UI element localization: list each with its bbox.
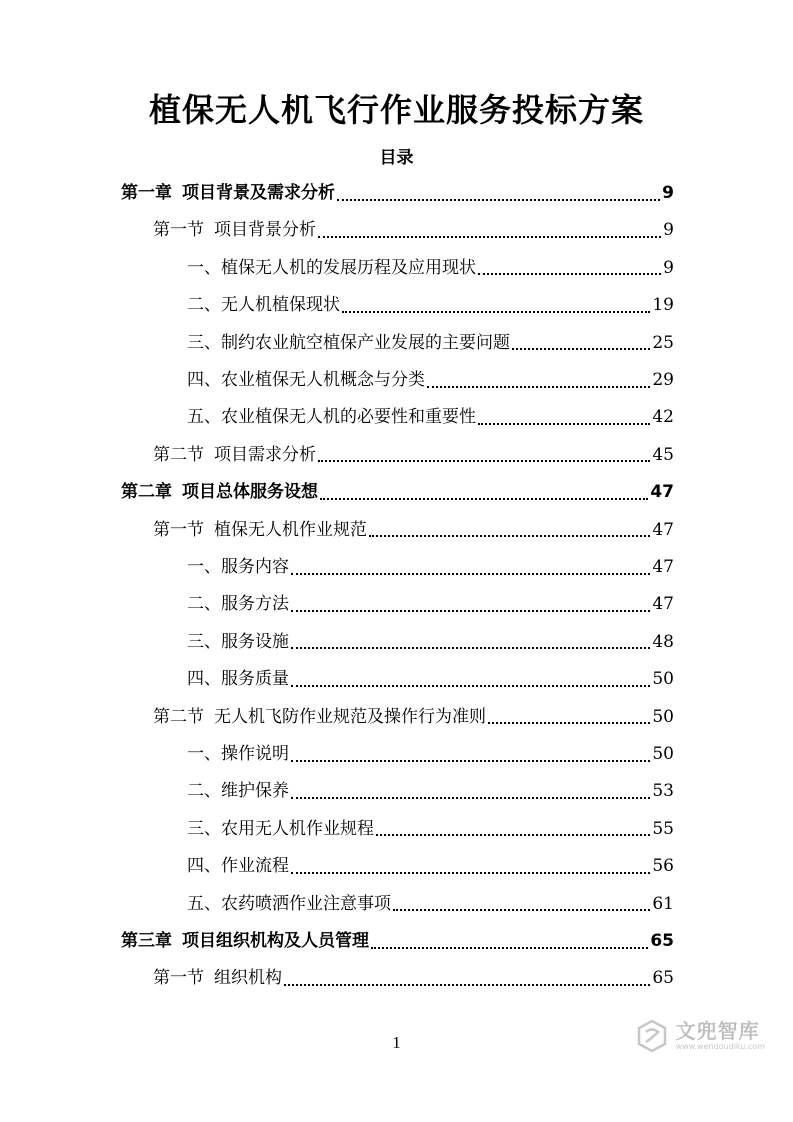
toc-entry[interactable] [187, 325, 674, 362]
toc-entry-text: 农药喷洒作业注意事项 [221, 893, 391, 914]
toc-entry-title [187, 549, 289, 586]
toc-entry[interactable] [153, 699, 674, 736]
toc-entry[interactable] [187, 624, 674, 661]
toc-entry-number: 三、 [187, 631, 221, 652]
toc-entry-text: 项目总体服务设想 [182, 482, 318, 503]
toc-entry-title [187, 811, 374, 848]
toc-entry-number: 二、 [187, 594, 221, 615]
toc-entry[interactable] [187, 250, 674, 287]
toc-entry-number: 二、 [187, 781, 221, 802]
toc-entry-page: 47 [652, 519, 674, 540]
toc-entry-title [187, 287, 340, 324]
toc-entry-number: 第一节 [153, 220, 204, 241]
toc-entry[interactable] [187, 586, 674, 623]
toc-entry-title [153, 960, 282, 997]
toc-leader-dots [291, 685, 650, 687]
toc-entry[interactable] [187, 661, 674, 698]
toc-entry[interactable] [187, 811, 674, 848]
toc-entry-text: 植保无人机作业规范 [214, 519, 367, 540]
toc-entry-text: 服务质量 [221, 669, 289, 690]
toc-entry-number: 四、 [187, 856, 221, 877]
toc-leader-dots [376, 834, 650, 836]
toc-entry-page: 53 [652, 781, 674, 802]
toc-entry-page: 65 [652, 968, 674, 989]
toc-entry-number: 第二节 [153, 706, 204, 727]
toc-entry-text: 植保无人机的发展历程及应用现状 [221, 257, 476, 278]
watermark-logo-icon [634, 1018, 670, 1054]
toc-entry-number: 第一章 [121, 183, 172, 203]
toc-entry-text: 服务设施 [221, 631, 289, 652]
toc-leader-dots [478, 273, 661, 275]
toc-entry-title [121, 923, 369, 960]
toc-entry-text: 作业流程 [221, 856, 289, 877]
toc-leader-dots [291, 610, 650, 612]
toc-leader-dots [478, 423, 650, 425]
toc-entry-text: 项目需求分析 [214, 444, 316, 465]
toc-leader-dots [291, 872, 650, 874]
toc-entry-text: 项目背景及需求分析 [182, 183, 335, 203]
toc-leader-dots [427, 386, 650, 388]
toc-entry-title [187, 624, 289, 661]
watermark-url: www.wendoudiku.com [675, 1042, 765, 1051]
toc-entry-title [187, 362, 425, 399]
document-title: 植保无人机飞行作业服务投标方案 [148, 91, 644, 129]
toc-entry-title [187, 399, 476, 436]
toc-entry-text: 维护保养 [221, 781, 289, 802]
toc-entry[interactable] [153, 212, 674, 249]
toc-entry-page: 9 [663, 220, 674, 241]
toc-leader-dots [320, 498, 648, 500]
toc-entry-page: 61 [652, 893, 674, 914]
toc-leader-dots [318, 460, 650, 462]
toc-entry-title [187, 661, 289, 698]
toc-entry-page: 42 [652, 407, 674, 428]
toc-entry-page: 45 [652, 444, 674, 465]
toc-entry-page: 50 [652, 669, 674, 690]
toc-leader-dots [291, 647, 650, 649]
toc-entry-page: 25 [652, 332, 674, 353]
toc-entry-text: 服务方法 [221, 594, 289, 615]
toc-entry-title [187, 848, 289, 885]
toc-leader-dots [371, 947, 648, 949]
toc-entry[interactable] [153, 960, 674, 997]
toc-entry-page: 50 [652, 744, 674, 764]
toc-entry-number: 第一节 [153, 519, 204, 540]
toc-entry-number: 五、 [187, 407, 221, 428]
toc-entry-number: 第一节 [153, 968, 204, 989]
toc-entry-page: 65 [650, 931, 674, 951]
page-number: 1 [392, 1033, 401, 1052]
toc-entry-text: 组织机构 [214, 968, 282, 989]
toc-entry[interactable] [187, 736, 674, 773]
toc-entry-page: 56 [652, 856, 674, 877]
toc-entry-text: 农用无人机作业规程 [221, 818, 374, 839]
toc-entry-title [187, 586, 289, 623]
toc-entry[interactable] [121, 175, 674, 212]
toc-entry-number: 第三章 [121, 931, 172, 951]
toc-entry-number: 一、 [187, 257, 221, 278]
toc-entry-page: 29 [652, 370, 674, 390]
toc-entry[interactable] [187, 848, 674, 885]
toc-entry-number: 二、 [187, 295, 221, 316]
toc-entry-text: 农业植保无人机概念与分类 [221, 370, 425, 390]
toc-entry-page: 47 [652, 594, 674, 615]
toc-leader-dots [337, 199, 660, 201]
toc-leader-dots [318, 236, 661, 238]
toc-entry-text: 制约农业航空植保产业发展的主要问题 [221, 332, 510, 353]
toc-entry-number: 第二节 [153, 444, 204, 465]
toc-entry-title [153, 212, 316, 249]
toc-entry-title [187, 325, 510, 362]
toc-entry-text: 操作说明 [221, 744, 289, 764]
toc-leader-dots [393, 909, 650, 911]
toc-entry-number: 第二章 [121, 482, 172, 503]
toc-entry-page: 55 [652, 818, 674, 839]
toc-heading: 目录 [379, 148, 414, 168]
toc-entry-number: 三、 [187, 332, 221, 353]
toc-entry-title [121, 175, 335, 212]
toc-entry-number: 三、 [187, 818, 221, 839]
toc-entry-number: 一、 [187, 744, 221, 764]
toc-entry-page: 50 [652, 706, 674, 727]
toc-entry-text: 服务内容 [221, 557, 289, 577]
toc-entry-title [121, 474, 318, 511]
toc-entry-page: 9 [663, 257, 674, 278]
watermark [634, 1018, 765, 1054]
watermark-name: 文兜智库 [675, 1019, 760, 1043]
toc-entry[interactable] [153, 512, 674, 549]
toc-entry-page: 47 [650, 482, 674, 503]
toc-leader-dots [284, 984, 650, 986]
toc-entry-text: 无人机植保现状 [221, 295, 340, 316]
toc-entry-text: 项目背景分析 [214, 220, 316, 241]
toc-entry-page: 48 [652, 631, 674, 652]
toc-entry[interactable] [187, 886, 674, 923]
toc-leader-dots [369, 535, 650, 537]
toc-entry-title [187, 250, 476, 287]
toc-entry[interactable] [121, 474, 674, 511]
toc-entry[interactable] [187, 549, 674, 586]
toc-leader-dots [291, 573, 650, 575]
toc-entry-title [187, 736, 289, 773]
toc-entry-title [153, 512, 367, 549]
toc-entry-text: 无人机飞防作业规范及操作行为准则 [214, 706, 486, 727]
toc-entry[interactable] [187, 362, 674, 399]
toc-leader-dots [342, 311, 650, 313]
toc-entry[interactable] [187, 773, 674, 810]
toc-entry[interactable] [121, 923, 674, 960]
toc-entry-text: 项目组织机构及人员管理 [182, 931, 369, 951]
toc-entry-page: 19 [652, 295, 674, 316]
toc-leader-dots [291, 760, 650, 762]
toc-leader-dots [291, 797, 650, 799]
toc-entry-title [153, 437, 316, 474]
toc-entry-text: 农业植保无人机的必要性和重要性 [221, 407, 476, 428]
toc-entry-title [187, 886, 391, 923]
toc-entry-number: 五、 [187, 893, 221, 914]
toc-entry-title [187, 773, 289, 810]
toc-entry[interactable] [187, 399, 674, 436]
toc-entry[interactable] [187, 287, 674, 324]
toc-entry-number: 四、 [187, 370, 221, 390]
toc-leader-dots [512, 348, 650, 350]
toc-entry-page: 47 [652, 557, 674, 577]
toc-leader-dots [488, 722, 650, 724]
toc-entry-page: 9 [662, 183, 674, 203]
toc-entry-title [153, 699, 486, 736]
toc-entry-number: 四、 [187, 669, 221, 690]
toc-entry[interactable] [153, 437, 674, 474]
toc-entry-number: 一、 [187, 557, 221, 577]
